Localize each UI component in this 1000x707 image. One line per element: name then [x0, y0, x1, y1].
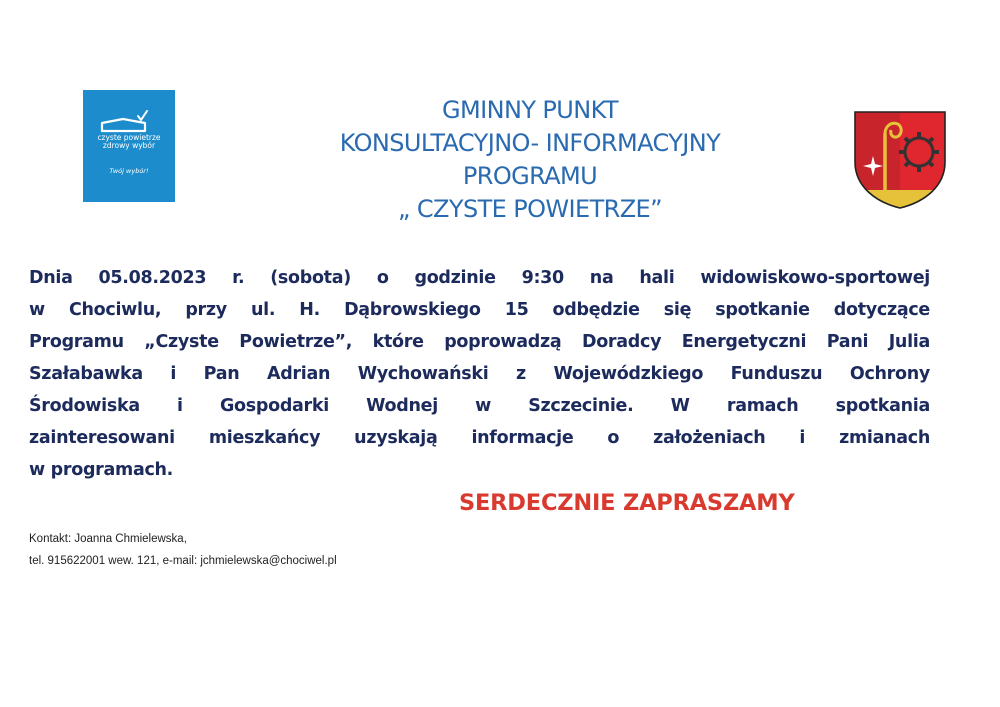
title-line-2: KONSULTACYJNO- INFORMACYJNY — [339, 129, 721, 157]
contact-person: Kontakt: Joanna Chmielewska, — [29, 533, 187, 545]
invitation-heading: SERDECZNIE ZAPRASZAMY — [459, 490, 795, 516]
czyste-powietrze-logo — [83, 90, 175, 202]
text-line: zainteresowani mieszkańcy uzyskają informacje o założeniach i zmianach — [29, 428, 930, 448]
logo-tagline: Twój wybór! — [109, 167, 149, 175]
title-line-4: „ CZYSTE POWIETRZE” — [398, 195, 662, 223]
text-line: Programu „Czyste Powietrze”, które poprowadzą Doradcy Energetyczni Pani Julia — [29, 332, 930, 352]
contact-details: tel. 915622001 wew. 121, e-mail: jchmielewska@chociwel.pl — [29, 555, 337, 567]
coat-of-arms-icon — [853, 110, 947, 215]
title-line-3: PROGRAMU — [462, 162, 598, 190]
text-line: Środowiska i Gospodarki Wodnej w Szczecinie. W ramach spotkania — [29, 396, 930, 416]
page-title — [260, 94, 800, 226]
logo-text-line1: czyste powietrze — [97, 133, 161, 142]
text-line: Szałabawka i Pan Adrian Wychowański z Wojewódzkiego Funduszu Ochrony — [29, 364, 930, 384]
text-line: w Chociwlu, przy ul. H. Dąbrowskiego 15 odbędzie się spotkanie dotyczące — [29, 300, 930, 320]
title-line-1: GMINNY PUNKT — [442, 96, 618, 124]
text-line: w programach. — [29, 460, 174, 480]
text-line: Dnia 05.08.2023 r. (sobota) o godzinie 9:30 na hali widowiskowo-sportowej — [29, 268, 930, 288]
announcement-text — [29, 262, 930, 482]
logo-text-line2: zdrowy wybór — [102, 141, 156, 150]
